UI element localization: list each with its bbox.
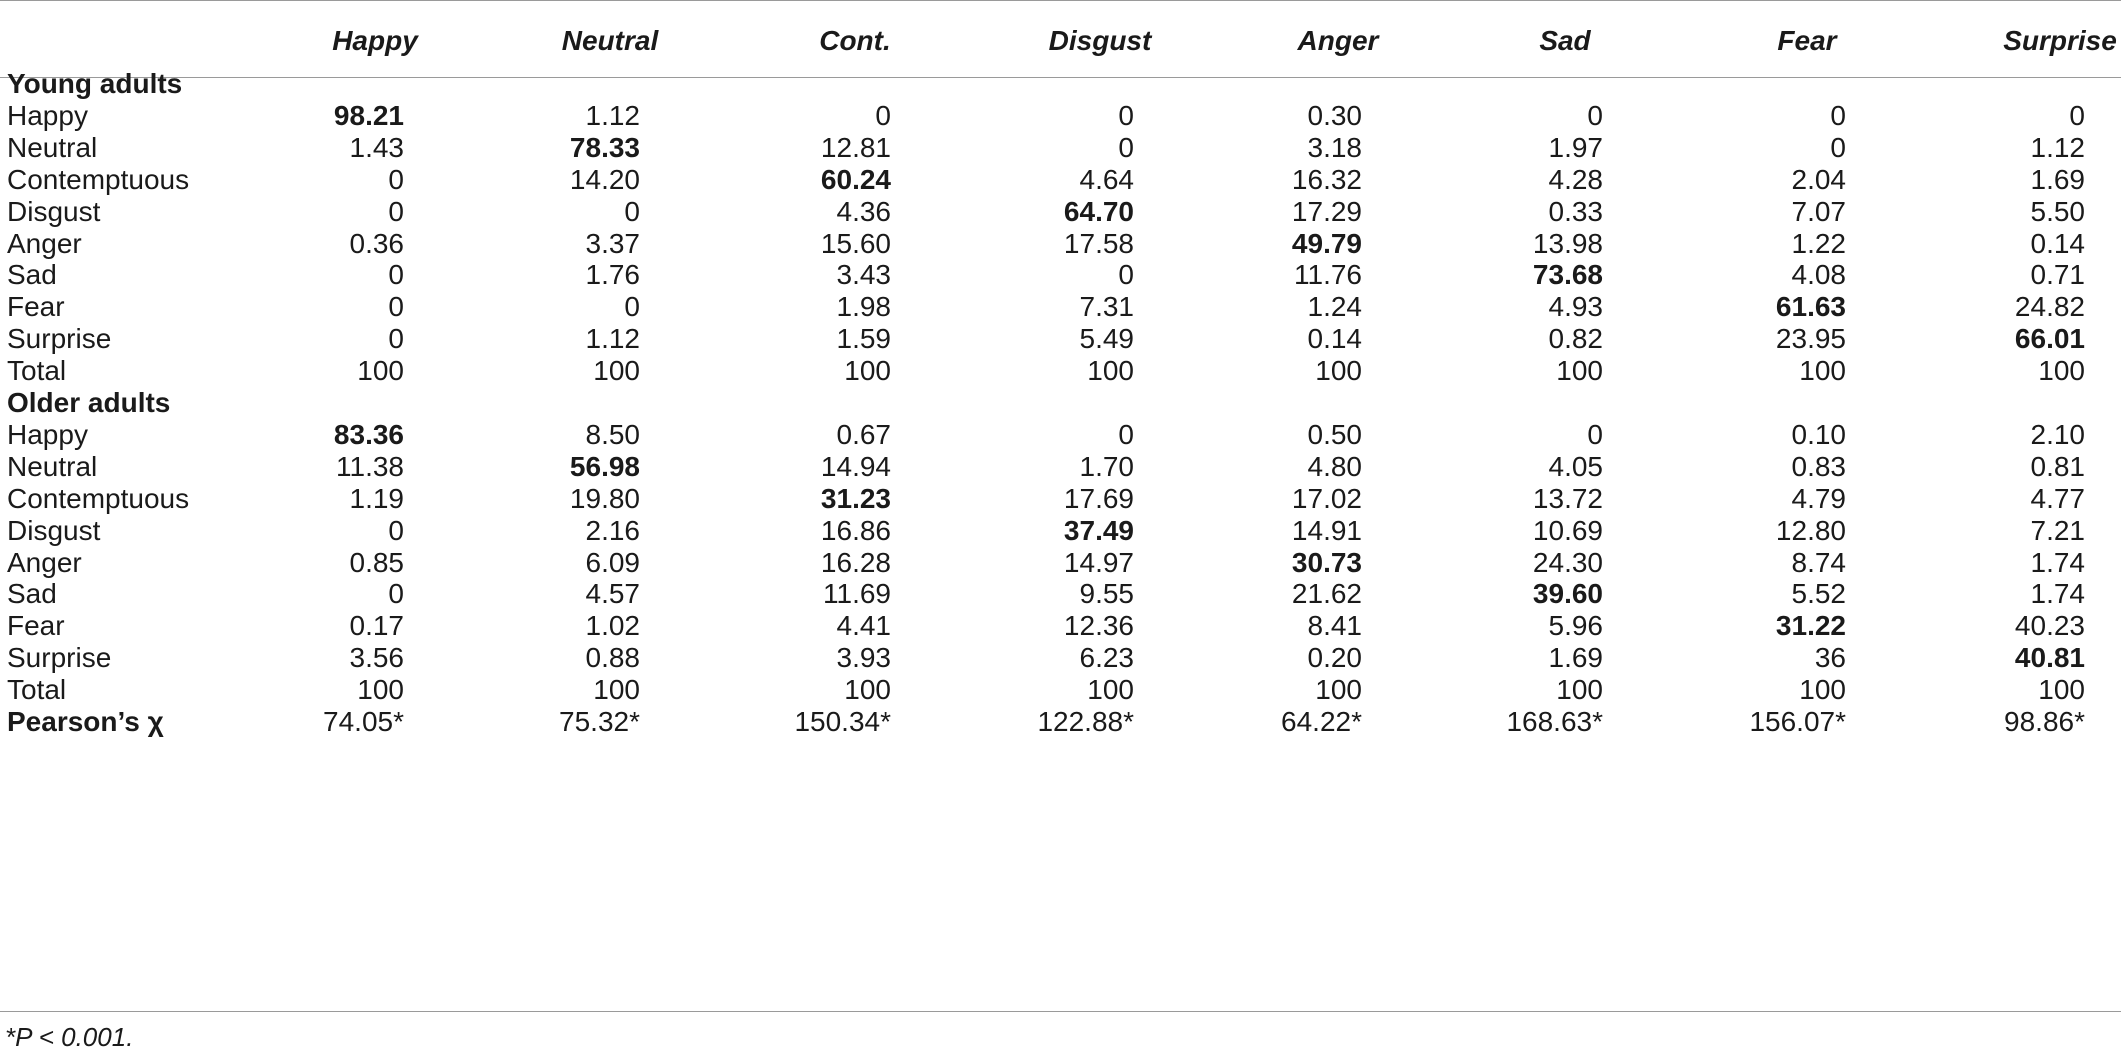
table-cell: 8.74 [1791,546,1846,578]
row-label: Fear [7,610,65,642]
table-cell: 73.68 [1532,259,1603,291]
table-cell: 5.50 [2030,195,2085,227]
table-cell: 0 [1118,131,1134,163]
table-cell: 64.70 [1063,195,1134,227]
table-cell: 10.69 [1532,514,1603,546]
row-label: Sad [7,259,57,291]
table-cell: 13.72 [1532,482,1603,514]
table-cell: 0 [388,578,404,610]
table-cell: 16.86 [820,514,891,546]
table-cell: 1.22 [1791,227,1846,259]
table-cell: 100 [593,355,640,387]
table-cell: 16.28 [820,546,891,578]
row-label: Total [7,355,67,387]
row-label: Fear [7,291,65,323]
column-header-disgust: Disgust [1048,25,1152,56]
table-cell: 3.18 [1307,131,1362,163]
table-cell: 0.71 [2030,259,2085,291]
table-cell: 0 [1118,259,1134,291]
row-label: Surprise [7,642,112,674]
table-cell: 17.29 [1291,195,1362,227]
table-cell: 12.80 [1775,514,1846,546]
table-cell: 4.08 [1791,259,1846,291]
table-cell: 100 [357,355,404,387]
pearson-label: Pearson’s χ [7,706,164,737]
table-cell: 98.21 [333,99,404,131]
table-cell: 30.73 [1291,546,1362,578]
pearson-value: 156.07* [1749,706,1846,737]
table-cell: 100 [1799,355,1846,387]
table-cell: 4.28 [1548,163,1603,195]
table-cell: 7.07 [1791,195,1846,227]
table-cell: 66.01 [2014,323,2085,355]
table-cell: 4.64 [1079,163,1134,195]
table-cell: 0.14 [1307,323,1362,355]
table-cell: 14.94 [820,450,891,482]
table-cell: 19.80 [569,482,640,514]
table-cell: 17.58 [1063,227,1134,259]
table-cell: 0.33 [1548,195,1603,227]
table-cell: 6.23 [1079,642,1134,674]
pearson-value: 64.22* [1281,706,1362,737]
table-cell: 0 [624,195,640,227]
table-cell: 4.77 [2030,482,2085,514]
table-cell: 1.19 [349,482,404,514]
table-cell: 24.30 [1532,546,1603,578]
table-cell: 4.41 [836,610,891,642]
table-cell: 100 [1315,355,1362,387]
table-cell: 0.83 [1791,450,1846,482]
table-cell: 0 [1118,418,1134,450]
table-cell: 100 [2038,355,2085,387]
table-cell: 0.10 [1791,418,1846,450]
table-cell: 100 [1315,674,1362,706]
table-cell: 14.20 [569,163,640,195]
table-cell: 100 [1087,355,1134,387]
table-cell: 100 [1799,674,1846,706]
table-cell: 9.55 [1079,578,1134,610]
table-cell: 78.33 [569,131,640,163]
table-cell: 21.62 [1291,578,1362,610]
table-cell: 0 [388,259,404,291]
table-cell: 4.36 [836,195,891,227]
table-cell: 4.93 [1548,291,1603,323]
table-cell: 100 [844,674,891,706]
table-cell: 0 [624,291,640,323]
table-cell: 39.60 [1532,578,1603,610]
column-header-neutral: Neutral [561,25,659,56]
table-cell: 1.43 [349,131,404,163]
table-cell: 0 [1587,418,1603,450]
pearson-value: 74.05* [323,706,404,737]
table-cell: 100 [1556,355,1603,387]
table-cell: 1.98 [836,291,891,323]
table-cell: 8.41 [1307,610,1362,642]
table-cell: 2.10 [2030,418,2085,450]
table-cell: 1.97 [1548,131,1603,163]
table-cell: 1.24 [1307,291,1362,323]
section-label: Young adults [7,68,183,99]
table-cell: 4.05 [1548,450,1603,482]
table-cell: 1.69 [1548,642,1603,674]
table-cell: 0.30 [1307,99,1362,131]
column-header-sad: Sad [1539,25,1591,56]
pearson-value: 98.86* [2004,706,2085,737]
table-cell: 100 [357,674,404,706]
row-label: Anger [7,546,82,578]
table-cell: 0 [388,195,404,227]
table-cell: 24.82 [2014,291,2085,323]
table-cell: 31.23 [820,482,891,514]
table-cell: 100 [844,355,891,387]
table-cell: 16.32 [1291,163,1362,195]
table-cell: 23.95 [1775,323,1846,355]
table-cell: 2.16 [585,514,640,546]
table-cell: 100 [593,674,640,706]
table-cell: 11.76 [1294,259,1362,291]
table-cell: 12.81 [820,131,891,163]
table-cell: 17.69 [1063,482,1134,514]
section-label: Older adults [7,387,171,418]
table-cell: 0 [875,99,891,131]
column-header-happy: Happy [332,25,418,56]
row-label: Total [7,674,67,706]
table-cell: 12.36 [1063,610,1134,642]
table-cell: 100 [1556,674,1603,706]
table-cell: 0.36 [349,227,404,259]
row-label: Sad [7,578,57,610]
table-cell: 0.85 [349,546,404,578]
table-cell: 8.50 [585,418,640,450]
table-cell: 0 [1830,99,1846,131]
table-cell: 7.31 [1079,291,1134,323]
table-cell: 5.49 [1079,323,1134,355]
table-cell: 100 [1087,674,1134,706]
table-cell: 1.74 [2030,578,2085,610]
row-label: Neutral [7,131,98,163]
row-label: Anger [7,227,82,259]
table-cell: 1.12 [585,99,640,131]
column-header-fear: Fear [1777,25,1837,56]
table-cell: 37.49 [1063,514,1134,546]
table-cell: 0.81 [2030,450,2085,482]
table-cell: 0.88 [585,642,640,674]
header-row [0,19,2121,62]
table-cell: 0 [388,163,404,195]
table-cell: 11.38 [336,450,404,482]
table-cell: 1.70 [1079,450,1134,482]
table-cell: 0.82 [1548,323,1603,355]
table-cell: 61.63 [1775,291,1846,323]
table-cell: 0 [388,514,404,546]
table-cell: 1.74 [2030,546,2085,578]
top-rule [0,0,2121,1]
table-cell: 1.02 [585,610,640,642]
table-cell: 7.21 [2030,514,2085,546]
table-cell: 0.67 [836,418,891,450]
column-header-surprise: Surprise [2003,25,2117,56]
table-cell: 3.56 [349,642,404,674]
pearson-value: 150.34* [794,706,891,737]
row-label: Happy [7,418,88,450]
table-cell: 13.98 [1532,227,1603,259]
table-cell: 1.59 [836,323,891,355]
table-cell: 49.79 [1291,227,1362,259]
table-cell: 0 [388,291,404,323]
table-cell: 11.69 [823,578,891,610]
table-cell: 0 [1830,131,1846,163]
table-cell: 56.98 [569,450,640,482]
table-cell: 1.12 [2030,131,2085,163]
row-label: Happy [7,99,88,131]
table-cell: 100 [2038,674,2085,706]
table-cell: 17.02 [1291,482,1362,514]
table-cell: 2.04 [1791,163,1846,195]
table-cell: 40.81 [2014,642,2085,674]
table-cell: 5.96 [1548,610,1603,642]
table-cell: 14.97 [1063,546,1134,578]
table-cell: 0 [1118,99,1134,131]
table-cell: 60.24 [820,163,891,195]
table-cell: 4.79 [1791,482,1846,514]
table-cell: 40.23 [2014,610,2085,642]
pearson-row [0,700,2121,743]
row-label: Disgust [7,514,101,546]
table-cell: 1.12 [585,323,640,355]
table-cell: 36 [1814,642,1846,674]
row-label: Disgust [7,195,101,227]
table-cell: 0.20 [1307,642,1362,674]
table-cell: 31.22 [1775,610,1846,642]
table-cell: 0 [2069,99,2085,131]
bottom-rule [0,1011,2121,1012]
table-cell: 1.69 [2030,163,2085,195]
pearson-value: 168.63* [1506,706,1603,737]
table-cell: 83.36 [333,418,404,450]
column-header-cont: Cont. [819,25,891,56]
table-cell: 3.93 [836,642,891,674]
row-label: Contemptuous [7,163,190,195]
table-cell: 3.43 [836,259,891,291]
table-cell: 14.91 [1291,514,1362,546]
row-label: Neutral [7,450,98,482]
table-cell: 4.80 [1307,450,1362,482]
table-footnote: *P < 0.001. [5,1022,134,1052]
column-header-anger: Anger [1297,25,1379,56]
table-cell: 6.09 [585,546,640,578]
pearson-value: 75.32* [559,706,640,737]
table-cell: 0.17 [349,610,404,642]
table-cell: 4.57 [585,578,640,610]
table-cell: 15.60 [820,227,891,259]
pearson-value: 122.88* [1037,706,1134,737]
table-cell: 0 [388,323,404,355]
table-cell: 0.50 [1307,418,1362,450]
table-cell: 3.37 [585,227,640,259]
row-label: Contemptuous [7,482,190,514]
table-cell: 1.76 [585,259,640,291]
table-cell: 0.14 [2030,227,2085,259]
table-cell: 0 [1587,99,1603,131]
table-cell: 5.52 [1791,578,1846,610]
row-label: Surprise [7,323,112,355]
